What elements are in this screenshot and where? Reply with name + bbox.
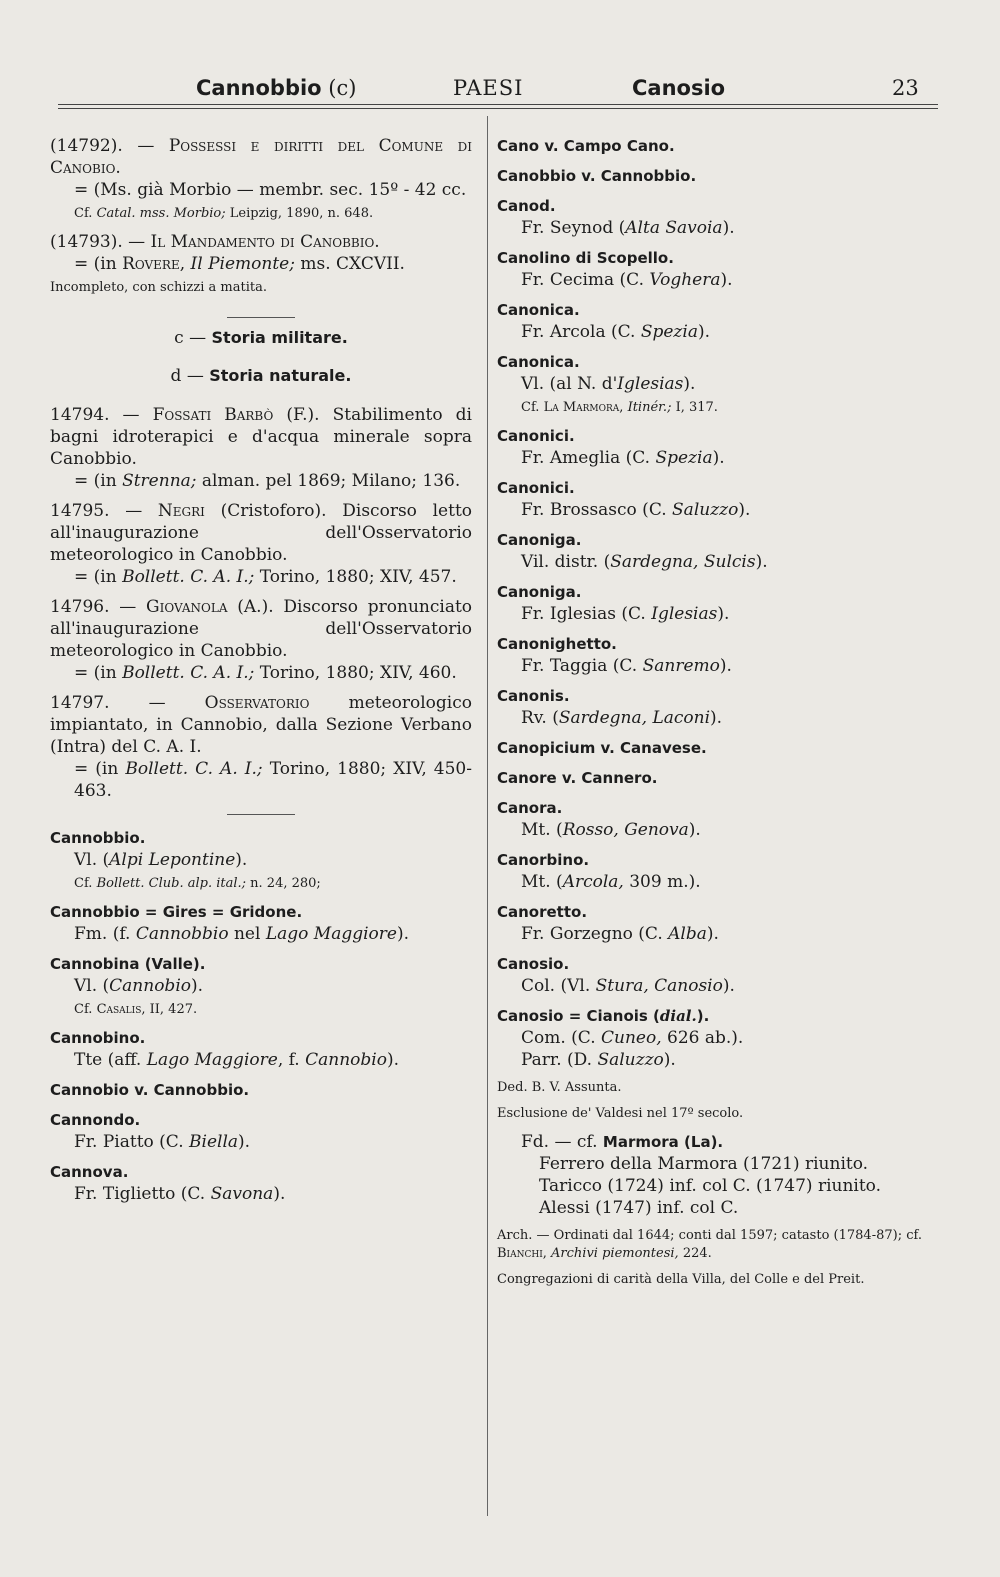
gazetteer-canoniga-1 — [497, 529, 922, 573]
gazetteer-canonighetto — [497, 633, 922, 677]
gazetteer-canora — [497, 797, 922, 841]
header-rule-top — [58, 104, 938, 105]
entry-line: Fr. Cecima (C. Voghera). — [521, 270, 733, 290]
entry-cf: Cf. La Marmora, Itinér.; I, 317. — [521, 400, 718, 415]
entry-line: Fr. Iglesias (C. Iglesias). — [521, 604, 730, 624]
entry-reference: = (in Strenna; alman. pel 1869; Milano; 136. — [74, 471, 461, 491]
right-column — [497, 135, 922, 1289]
header-rule-bottom — [58, 108, 938, 109]
entry-headword: Canonici. — [497, 479, 575, 497]
entry-14793 — [50, 231, 472, 297]
section-d-heading: d — Storia naturale. — [170, 366, 352, 386]
entry-headword: Cannobino. — [50, 1029, 146, 1047]
header-left-bold: Cannobbio — [196, 76, 322, 100]
entry-line: Fm. (f. Cannobbio nel Lago Maggiore). — [74, 924, 410, 944]
entry-line: Vl. (al N. d'Iglesias). — [521, 374, 696, 394]
dedication-note: Ded. B. V. Assunta. — [497, 1080, 622, 1095]
feud-item: Alessi (1747) inf. col C. — [539, 1198, 739, 1218]
entry-headword: Canoniga. — [497, 531, 582, 549]
gazetteer-canonis — [497, 685, 922, 729]
entry-line: Parr. (D. Saluzzo). — [521, 1050, 676, 1070]
entry-line: Rv. (Sardegna, Laconi). — [521, 708, 723, 728]
entry-author: Giovanola — [146, 597, 228, 617]
gazetteer-canoniga-2 — [497, 581, 922, 625]
feud-line: Fd. — cf. Marmora (La). — [521, 1132, 724, 1152]
entry-body: 14795. — Negri (Cristoforo). Discorso letto all'inaugurazione dell'Osservatorio meteorologico in Canobbio. — [50, 501, 473, 565]
entry-headword: Canosio. — [497, 955, 570, 973]
entry-line: Vl. (Cannobio). — [74, 976, 204, 996]
entry-title: — Possessi e diritti del Comune di Canobio. — [50, 136, 472, 178]
gazetteer-canonica-1 — [497, 299, 922, 343]
entry-line: Com. (C. Cuneo, 626 ab.). — [521, 1028, 744, 1048]
gazetteer-canonica-2 — [497, 351, 922, 417]
entry-title: — Il Mandamento di Canobbio. — [128, 232, 380, 252]
entry-headword: Cannondo. — [50, 1111, 141, 1129]
gazetteer-cannobbio-gires — [50, 901, 472, 945]
entry-14795 — [50, 500, 472, 588]
entry-headword: Canora. — [497, 799, 563, 817]
separator-rule — [227, 814, 295, 815]
header-center: PAESI — [453, 76, 524, 100]
entry-14796 — [50, 596, 472, 684]
entry-headword: Canoretto. — [497, 903, 588, 921]
entry-reference: = (in Bollett. C. A. I.; Torino, 1880; XIV, 450-463. — [74, 759, 472, 801]
gazetteer-canobbio — [497, 165, 922, 187]
entry-line: Mt. (Rosso, Genova). — [521, 820, 701, 840]
gazetteer-cannobino — [50, 1027, 472, 1071]
gazetteer-canonici-2 — [497, 477, 922, 521]
entry-headword: Canobbio v. Cannobbio. — [497, 167, 697, 185]
entry-number: (14792). — [50, 136, 123, 156]
entry-headword: Cannobio v. Cannobbio. — [50, 1081, 250, 1099]
entry-14797 — [50, 692, 472, 802]
entry-14794 — [50, 404, 472, 492]
gazetteer-canosio — [497, 953, 922, 997]
entry-line: Col. (Vl. Stura, Canosio). — [521, 976, 735, 996]
entry-headword: Canosio = Cianois (dial.). — [497, 1007, 710, 1025]
entry-reference: = (Ms. già Morbio — membr. sec. 15º - 42 cc. — [74, 180, 467, 200]
entry-headword: Canopicium v. Canavese. — [497, 739, 707, 757]
entry-author: Negri — [157, 501, 205, 521]
header-left — [196, 76, 356, 100]
header-right: Canosio — [632, 76, 726, 100]
gazetteer-canoretto — [497, 901, 922, 945]
entry-line: Fr. Arcola (C. Spezia). — [521, 322, 711, 342]
entry-author: Osservatorio — [204, 693, 310, 713]
entry-headword: Canonici. — [497, 427, 575, 445]
entry-line: Vl. (Alpi Lepontine). — [74, 850, 248, 870]
entry-number: (14793). — [50, 232, 123, 252]
left-column — [50, 135, 472, 1205]
entry-line: Mt. (Arcola, 309 m.). — [521, 872, 701, 892]
entry-body: 14794. — Fossati Barbò (F.). Stabilimento di bagni idroterapici e d'acqua minerale sopra Canobbio. — [50, 405, 472, 469]
gazetteer-canolino — [497, 247, 922, 291]
entry-headword: Canorbino. — [497, 851, 590, 869]
entry-14792-title — [50, 135, 472, 179]
entry-line: Fr. Piatto (C. Biella). — [74, 1132, 251, 1152]
running-header — [58, 70, 938, 106]
exclusion-note: Esclusione de' Valdesi nel 17º secolo. — [497, 1106, 744, 1121]
gazetteer-cano — [497, 135, 922, 157]
entry-14792 — [50, 135, 472, 223]
entry-headword: Canonighetto. — [497, 635, 617, 653]
entry-headword: Canore v. Cannero. — [497, 769, 658, 787]
gazetteer-canonici-1 — [497, 425, 922, 469]
congregation-note: Congregazioni di carità della Villa, del Colle e del Preit. — [497, 1272, 865, 1287]
entry-line: Fr. Gorzegno (C. Alba). — [521, 924, 719, 944]
entry-headword: Canolino di Scopello. — [497, 249, 674, 267]
entry-body: 14797. — Osservatorio meteorologico impiantato, in Cannobio, dalla Sezione Verbano (Intra) del C. A. I. — [50, 693, 472, 757]
entry-headword: Canoniga. — [497, 583, 582, 601]
entry-headword: Cannova. — [50, 1163, 129, 1181]
column-divider — [487, 116, 488, 1516]
entry-headword: Cannobina (Valle). — [50, 955, 206, 973]
entry-line: Tte (aff. Lago Maggiore, f. Cannobio). — [74, 1050, 400, 1070]
entry-headword: Cannobbio. — [50, 829, 146, 847]
gazetteer-canod — [497, 195, 922, 239]
entry-line: Vil. distr. (Sardegna, Sulcis). — [521, 552, 768, 572]
feud-item: Taricco (1724) inf. col C. (1747) riunito. — [539, 1176, 882, 1196]
entry-headword: Canonica. — [497, 353, 580, 371]
entry-headword: Canod. — [497, 197, 556, 215]
gazetteer-canosio-cianois — [497, 1005, 922, 1289]
gazetteer-cannova — [50, 1161, 472, 1205]
entry-line: Fr. Brossasco (C. Saluzzo). — [521, 500, 751, 520]
entry-line: Fr. Ameglia (C. Spezia). — [521, 448, 725, 468]
entry-reference: = (in Bollett. C. A. I.; Torino, 1880; XIV, 457. — [74, 567, 457, 587]
gazetteer-canore — [497, 767, 922, 789]
gazetteer-cannobbio — [50, 827, 472, 893]
entry-headword: Cano v. Campo Cano. — [497, 137, 675, 155]
entry-cf: Cf. Casalis, II, 427. — [74, 1002, 198, 1017]
gazetteer-canorbino — [497, 849, 922, 893]
entry-line: Fr. Seynod (Alta Savoia). — [521, 218, 735, 238]
archive-note: Arch. — Ordinati dal 1644; conti dal 1597; catasto (1784-87); cf. Bianchi, Archivi piemontesi, 224. — [497, 1228, 922, 1261]
gazetteer-cannondo — [50, 1109, 472, 1153]
entry-reference: = (in Rovere, Il Piemonte; ms. CXCVII. — [74, 254, 405, 274]
entry-cf: Cf. Catal. mss. Morbio; Leipzig, 1890, n. 648. — [74, 206, 374, 221]
section-c-heading: c — Storia militare. — [174, 328, 348, 348]
page-number: 23 — [892, 76, 919, 100]
gazetteer-cannobina — [50, 953, 472, 1019]
entry-headword: Cannobbio = Gires = Gridone. — [50, 903, 303, 921]
entry-line: Fr. Taggia (C. Sanremo). — [521, 656, 732, 676]
gazetteer-cannobio-v — [50, 1079, 472, 1101]
entry-cf: Cf. Bollett. Club. alp. ital.; n. 24, 280; — [74, 876, 321, 891]
entry-reference: = (in Bollett. C. A. I.; Torino, 1880; XIV, 460. — [74, 663, 457, 683]
entry-headword: Canonica. — [497, 301, 580, 319]
entry-14793-title — [50, 231, 472, 253]
gazetteer-canopicium — [497, 737, 922, 759]
entry-headword: Canonis. — [497, 687, 570, 705]
entry-note: Incompleto, con schizzi a matita. — [50, 280, 267, 295]
header-left-suffix: (c) — [328, 76, 357, 100]
separator-rule — [227, 317, 295, 318]
entry-body: 14796. — Giovanola (A.). Discorso pronunciato all'inaugurazione dell'Osservatorio meteorologico in Canobbio. — [50, 597, 473, 661]
feud-item: Ferrero della Marmora (1721) riunito. — [539, 1154, 869, 1174]
entry-author: Fossati Barbò — [152, 405, 274, 425]
entry-line: Fr. Tiglietto (C. Savona). — [74, 1184, 286, 1204]
